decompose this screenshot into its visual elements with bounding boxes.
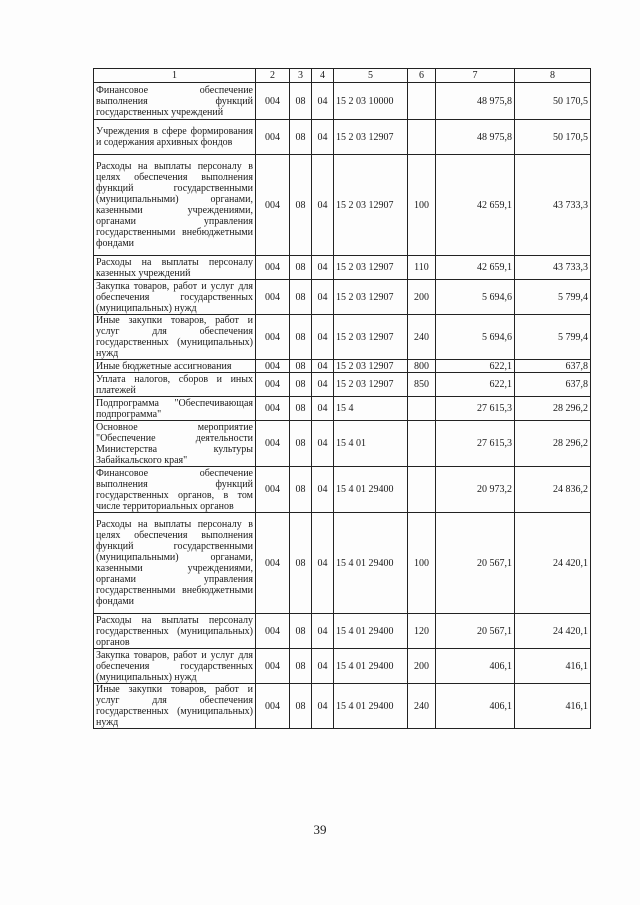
table-row — [94, 649, 591, 684]
row-name-cell: Основное мероприятие "Обеспечение деятельности Министерства культуры Забайкальского края" — [94, 421, 256, 467]
amount-col7-cell: 27 615,3 — [436, 421, 515, 467]
table-row — [94, 614, 591, 649]
row-name-cell: Расходы на выплаты персоналу государственных (муниципальных) органов — [94, 614, 256, 649]
expense-type-cell: 240 — [408, 315, 436, 360]
table-row — [94, 315, 591, 360]
expense-type-cell: 100 — [408, 155, 436, 256]
target-article-cell: 15 2 03 10000 — [334, 83, 408, 120]
section-code-cell: 08 — [290, 513, 312, 614]
table-row — [94, 421, 591, 467]
amount-col7-cell: 406,1 — [436, 684, 515, 729]
target-article-cell: 15 2 03 12907 — [334, 373, 408, 397]
table-row — [94, 684, 591, 729]
row-name-cell: Закупка товаров, работ и услуг для обеспечения государственных (муниципальных) нужд — [94, 649, 256, 684]
expense-type-cell — [408, 467, 436, 513]
target-article-cell: 15 4 — [334, 397, 408, 421]
section-code-cell: 08 — [290, 397, 312, 421]
amount-col7-cell: 48 975,8 — [436, 120, 515, 155]
section-code-cell: 08 — [290, 614, 312, 649]
amount-col7-cell: 27 615,3 — [436, 397, 515, 421]
subsection-code-cell: 04 — [312, 280, 334, 315]
expense-type-cell: 200 — [408, 280, 436, 315]
section-code-cell: 08 — [290, 360, 312, 373]
section-code-cell: 08 — [290, 120, 312, 155]
column-header: 1 — [94, 69, 256, 83]
section-code-cell: 08 — [290, 467, 312, 513]
subsection-code-cell: 04 — [312, 83, 334, 120]
section-code-cell: 08 — [290, 155, 312, 256]
ministry-code-cell: 004 — [256, 397, 290, 421]
subsection-code-cell: 04 — [312, 684, 334, 729]
column-header: 4 — [312, 69, 334, 83]
amount-col7-cell: 5 694,6 — [436, 315, 515, 360]
ministry-code-cell: 004 — [256, 155, 290, 256]
row-name-cell: Иные закупки товаров, работ и услуг для обеспечения государственных (муниципальных) нужд — [94, 315, 256, 360]
amount-col7-cell: 622,1 — [436, 360, 515, 373]
ministry-code-cell: 004 — [256, 467, 290, 513]
section-code-cell: 08 — [290, 421, 312, 467]
target-article-cell: 15 2 03 12907 — [334, 155, 408, 256]
ministry-code-cell: 004 — [256, 614, 290, 649]
amount-col8-cell: 50 170,5 — [515, 120, 591, 155]
expense-type-cell: 850 — [408, 373, 436, 397]
expense-type-cell: 120 — [408, 614, 436, 649]
target-article-cell: 15 4 01 29400 — [334, 467, 408, 513]
subsection-code-cell: 04 — [312, 614, 334, 649]
column-header: 5 — [334, 69, 408, 83]
row-name-cell: Подпрограмма "Обеспечивающая подпрограмма" — [94, 397, 256, 421]
section-code-cell: 08 — [290, 280, 312, 315]
expense-type-cell: 800 — [408, 360, 436, 373]
ministry-code-cell: 004 — [256, 256, 290, 280]
amount-col7-cell: 42 659,1 — [436, 155, 515, 256]
target-article-cell: 15 4 01 29400 — [334, 513, 408, 614]
expense-type-cell — [408, 83, 436, 120]
target-article-cell: 15 4 01 29400 — [334, 649, 408, 684]
ministry-code-cell: 004 — [256, 280, 290, 315]
subsection-code-cell: 04 — [312, 397, 334, 421]
section-code-cell: 08 — [290, 684, 312, 729]
expense-type-cell: 240 — [408, 684, 436, 729]
subsection-code-cell: 04 — [312, 513, 334, 614]
subsection-code-cell: 04 — [312, 256, 334, 280]
amount-col7-cell: 42 659,1 — [436, 256, 515, 280]
row-name-cell: Закупка товаров, работ и услуг для обеспечения государственных (муниципальных) нужд — [94, 280, 256, 315]
amount-col7-cell: 20 567,1 — [436, 513, 515, 614]
page-number: 39 — [313, 822, 327, 837]
row-name-cell: Расходы на выплаты персоналу казенных учреждений — [94, 256, 256, 280]
expense-type-cell — [408, 397, 436, 421]
subsection-code-cell: 04 — [312, 649, 334, 684]
table-row — [94, 256, 591, 280]
table-body — [94, 83, 591, 729]
amount-col8-cell: 28 296,2 — [515, 397, 591, 421]
row-name-cell: Иные закупки товаров, работ и услуг для обеспечения государственных (муниципальных) нужд — [94, 684, 256, 729]
section-code-cell: 08 — [290, 256, 312, 280]
column-header: 6 — [408, 69, 436, 83]
amount-col8-cell: 637,8 — [515, 360, 591, 373]
amount-col8-cell: 637,8 — [515, 373, 591, 397]
section-code-cell: 08 — [290, 649, 312, 684]
table-row — [94, 280, 591, 315]
ministry-code-cell: 004 — [256, 360, 290, 373]
row-name-cell: Расходы на выплаты персоналу в целях обеспечения выполнения функций государственными (муниципальными) органами, казенными учреждениями, органами управления государственными внебюджетными фондами — [94, 155, 256, 256]
column-header: 7 — [436, 69, 515, 83]
amount-col8-cell: 43 733,3 — [515, 256, 591, 280]
amount-col7-cell: 48 975,8 — [436, 83, 515, 120]
budget-table — [93, 68, 591, 729]
row-name-cell: Учреждения в сфере формирования и содержания архивных фондов — [94, 120, 256, 155]
ministry-code-cell: 004 — [256, 83, 290, 120]
target-article-cell: 15 2 03 12907 — [334, 360, 408, 373]
amount-col8-cell: 416,1 — [515, 684, 591, 729]
subsection-code-cell: 04 — [312, 421, 334, 467]
amount-col8-cell: 43 733,3 — [515, 155, 591, 256]
amount-col8-cell: 5 799,4 — [515, 315, 591, 360]
table-row — [94, 155, 591, 256]
row-name-cell: Финансовое обеспечение выполнения функций государственных учреждений — [94, 83, 256, 120]
amount-col8-cell: 416,1 — [515, 649, 591, 684]
amount-col7-cell: 20 567,1 — [436, 614, 515, 649]
amount-col8-cell: 24 836,2 — [515, 467, 591, 513]
table-row — [94, 467, 591, 513]
target-article-cell: 15 4 01 29400 — [334, 684, 408, 729]
amount-col8-cell: 24 420,1 — [515, 614, 591, 649]
subsection-code-cell: 04 — [312, 360, 334, 373]
column-header: 2 — [256, 69, 290, 83]
ministry-code-cell: 004 — [256, 421, 290, 467]
subsection-code-cell: 04 — [312, 120, 334, 155]
amount-col8-cell: 50 170,5 — [515, 83, 591, 120]
table-header-row — [94, 69, 591, 83]
amount-col8-cell: 5 799,4 — [515, 280, 591, 315]
table-row — [94, 360, 591, 373]
ministry-code-cell: 004 — [256, 315, 290, 360]
expense-type-cell — [408, 421, 436, 467]
target-article-cell: 15 2 03 12907 — [334, 315, 408, 360]
row-name-cell: Расходы на выплаты персоналу в целях обеспечения выполнения функций государственными (муниципальными) органами, казенными учреждениями, органами управления государственными внебюджетными фондами — [94, 513, 256, 614]
column-header: 3 — [290, 69, 312, 83]
amount-col7-cell: 622,1 — [436, 373, 515, 397]
row-name-cell: Иные бюджетные ассигнования — [94, 360, 256, 373]
section-code-cell: 08 — [290, 373, 312, 397]
expense-type-cell: 200 — [408, 649, 436, 684]
ministry-code-cell: 004 — [256, 120, 290, 155]
table-row — [94, 373, 591, 397]
column-header: 8 — [515, 69, 591, 83]
target-article-cell: 15 2 03 12907 — [334, 280, 408, 315]
subsection-code-cell: 04 — [312, 373, 334, 397]
expense-type-cell: 100 — [408, 513, 436, 614]
target-article-cell: 15 2 03 12907 — [334, 256, 408, 280]
amount-col7-cell: 20 973,2 — [436, 467, 515, 513]
amount-col7-cell: 5 694,6 — [436, 280, 515, 315]
amount-col7-cell: 406,1 — [436, 649, 515, 684]
table-row — [94, 397, 591, 421]
row-name-cell: Уплата налогов, сборов и иных платежей — [94, 373, 256, 397]
table-row — [94, 120, 591, 155]
subsection-code-cell: 04 — [312, 315, 334, 360]
ministry-code-cell: 004 — [256, 513, 290, 614]
ministry-code-cell: 004 — [256, 373, 290, 397]
target-article-cell: 15 4 01 — [334, 421, 408, 467]
table-row — [94, 513, 591, 614]
ministry-code-cell: 004 — [256, 684, 290, 729]
table-row — [94, 83, 591, 120]
ministry-code-cell: 004 — [256, 649, 290, 684]
expense-type-cell: 110 — [408, 256, 436, 280]
subsection-code-cell: 04 — [312, 467, 334, 513]
row-name-cell: Финансовое обеспечение выполнения функций государственных органов, в том числе территориальных органов — [94, 467, 256, 513]
section-code-cell: 08 — [290, 83, 312, 120]
section-code-cell: 08 — [290, 315, 312, 360]
target-article-cell: 15 4 01 29400 — [334, 614, 408, 649]
amount-col8-cell: 28 296,2 — [515, 421, 591, 467]
expense-type-cell — [408, 120, 436, 155]
subsection-code-cell: 04 — [312, 155, 334, 256]
target-article-cell: 15 2 03 12907 — [334, 120, 408, 155]
amount-col8-cell: 24 420,1 — [515, 513, 591, 614]
